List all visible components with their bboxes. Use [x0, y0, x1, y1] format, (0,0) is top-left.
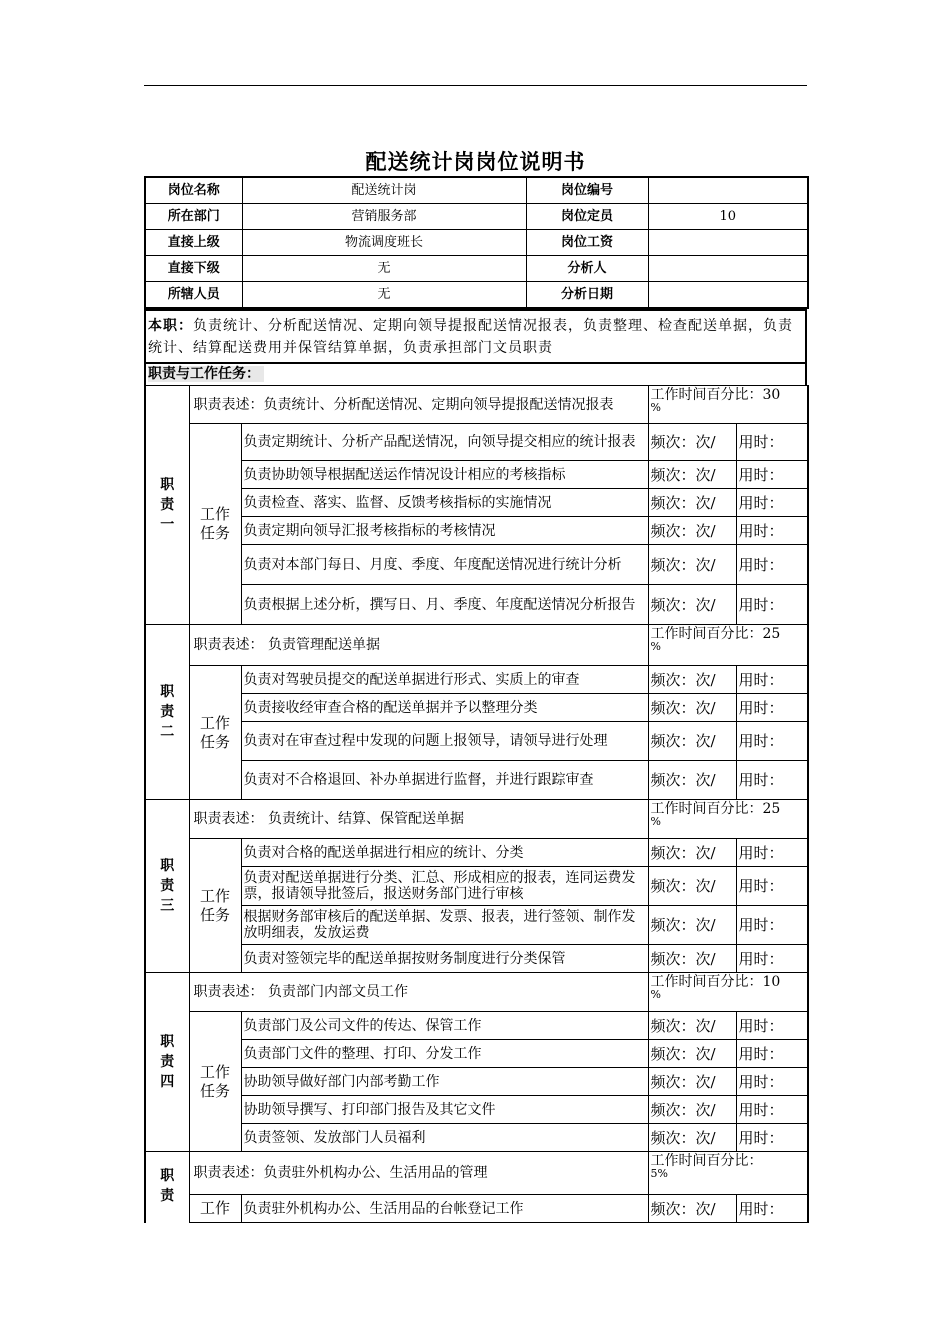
- page-title: 配送统计岗岗位说明书: [365, 150, 586, 174]
- duty-statement: 职责表述： 负责管理配送单据: [189, 625, 648, 666]
- task-row: [145, 1124, 808, 1152]
- percentage-label: 工作时间百分比：25: [650, 626, 781, 642]
- duty-statement-row: [145, 800, 808, 839]
- duty-statement-row: [145, 625, 808, 666]
- info-value: 物流调度班长: [242, 230, 526, 256]
- duty-statement-row: [145, 973, 808, 1012]
- frequency-cell: 频次：次/: [648, 694, 736, 722]
- time-spent-cell: 用时：: [736, 424, 808, 461]
- frequency-cell: 频次：次/: [648, 1012, 736, 1040]
- work-time-percentage: [648, 625, 808, 666]
- time-spent-cell: 用时：: [736, 585, 808, 625]
- percentage-label: 工作时间百分比：25: [650, 801, 781, 817]
- time-spent-cell: 用时：: [736, 867, 808, 906]
- frequency-cell: 频次：次/: [648, 585, 736, 625]
- task-text: 负责签领、发放部门人员福利: [241, 1124, 648, 1152]
- frequency-cell: 频次：次/: [648, 761, 736, 800]
- duty-category-text: 职责三: [160, 858, 175, 914]
- task-row: [145, 1096, 808, 1124]
- time-spent-cell: 用时：: [736, 517, 808, 545]
- task-text: 根据财务部审核后的配送单据、发票、报表，进行签领、制作发放明细表，发放运费: [241, 906, 648, 945]
- task-row: [145, 1195, 808, 1223]
- info-row: [145, 177, 808, 204]
- job-description-form: [144, 176, 807, 1223]
- info-value: [648, 177, 808, 204]
- task-text: 负责部门及公司文件的传达、保管工作: [241, 1012, 648, 1040]
- frequency-cell: 频次：次/: [648, 666, 736, 694]
- info-value: [648, 230, 808, 256]
- time-spent-cell: 用时：: [736, 461, 808, 489]
- percentage-suffix: 5%: [650, 1167, 668, 1180]
- task-label: 工作任务: [189, 666, 241, 800]
- duty-category: [145, 800, 189, 973]
- frequency-cell: 频次：次/: [648, 545, 736, 585]
- task-row: [145, 666, 808, 694]
- task-text: 负责驻外机构办公、生活用品的台帐登记工作: [241, 1195, 648, 1223]
- info-row: [145, 282, 808, 309]
- info-value: 配送统计岗: [242, 177, 526, 204]
- frequency-cell: 频次：次/: [648, 839, 736, 867]
- time-spent-cell: 用时：: [736, 945, 808, 973]
- task-text: 负责根据上述分析，撰写日、月、季度、年度配送情况分析报告: [241, 585, 648, 625]
- percentage-suffix: %: [650, 401, 661, 414]
- duty-category: [145, 1152, 189, 1223]
- percentage-suffix: %: [650, 988, 661, 1001]
- task-row: [145, 839, 808, 867]
- time-spent-cell: 用时：: [736, 1195, 808, 1223]
- percentage-label: 工作时间百分比：30: [650, 387, 781, 403]
- info-label: 所在部门: [145, 204, 242, 230]
- task-text: 负责对本部门每日、月度、季度、年度配送情况进行统计分析: [241, 545, 648, 585]
- time-spent-cell: 用时：: [736, 1012, 808, 1040]
- task-text: 负责对合格的配送单据进行相应的统计、分类: [241, 839, 648, 867]
- task-label: 工作任务: [189, 424, 241, 625]
- info-label: 分析人: [526, 256, 648, 282]
- work-time-percentage: [648, 973, 808, 1012]
- info-label: 直接下级: [145, 256, 242, 282]
- info-value: [648, 282, 808, 309]
- task-text: 负责对签领完毕的配送单据按财务制度进行分类保管: [241, 945, 648, 973]
- time-spent-cell: 用时：: [736, 761, 808, 800]
- frequency-cell: 频次：次/: [648, 945, 736, 973]
- task-label: 工作: [189, 1195, 241, 1223]
- task-row: [145, 1012, 808, 1040]
- info-value: [648, 256, 808, 282]
- work-time-percentage: [648, 1152, 808, 1195]
- frequency-cell: 频次：次/: [648, 424, 736, 461]
- summary-text: 负责统计、分析配送情况、定期向领导提报配送情况报表，负责整理、检查配送单据，负责统计、结算配送费用并保管结算单据，负责承担部门文员职责: [148, 318, 793, 356]
- time-spent-cell: 用时：: [736, 1040, 808, 1068]
- task-text: 负责检查、落实、监督、反馈考核指标的实施情况: [241, 489, 648, 517]
- task-text: 协助领导撰写、打印部门报告及其它文件: [241, 1096, 648, 1124]
- frequency-cell: 频次：次/: [648, 489, 736, 517]
- duty-category: [145, 386, 189, 625]
- task-row: [145, 694, 808, 722]
- info-label: 岗位名称: [145, 177, 242, 204]
- duty-category-text: 职责二: [160, 684, 175, 740]
- task-row: [145, 517, 808, 545]
- frequency-cell: 频次：次/: [648, 722, 736, 761]
- task-text: 负责对不合格退回、补办单据进行监督，并进行跟踪审查: [241, 761, 648, 800]
- duty-statement: 职责表述： 负责部门内部文员工作: [189, 973, 648, 1012]
- task-text: 负责对配送单据进行分类、汇总、形成相应的报表，连同运费发票，报请领导批签后，报送财务部门进行审核: [241, 867, 648, 906]
- task-row: [145, 489, 808, 517]
- time-spent-cell: 用时：: [736, 666, 808, 694]
- info-table: [144, 176, 809, 309]
- task-row: [145, 761, 808, 800]
- frequency-cell: 频次：次/: [648, 517, 736, 545]
- info-value: 10: [648, 204, 808, 230]
- time-spent-cell: 用时：: [736, 1096, 808, 1124]
- role-summary: [144, 309, 807, 362]
- duty-category: [145, 973, 189, 1152]
- info-value: 无: [242, 256, 526, 282]
- time-spent-cell: 用时：: [736, 545, 808, 585]
- percentage-suffix: %: [650, 640, 661, 653]
- info-label: 岗位工资: [526, 230, 648, 256]
- time-spent-cell: 用时：: [736, 694, 808, 722]
- frequency-cell: 频次：次/: [648, 906, 736, 945]
- task-row: [145, 424, 808, 461]
- time-spent-cell: 用时：: [736, 839, 808, 867]
- duty-statement-row: [145, 1152, 808, 1195]
- duty-statement: 职责表述： 负责统计、结算、保管配送单据: [189, 800, 648, 839]
- duties-table: [144, 385, 809, 1223]
- time-spent-cell: 用时：: [736, 1068, 808, 1096]
- task-text: 负责协助领导根据配送运作情况设计相应的考核指标: [241, 461, 648, 489]
- percentage-label: 工作时间百分比：10: [650, 974, 781, 990]
- time-spent-cell: 用时：: [736, 489, 808, 517]
- info-label: 所辖人员: [145, 282, 242, 309]
- info-label: 直接上级: [145, 230, 242, 256]
- task-text: 负责对驾驶员提交的配送单据进行形式、实质上的审查: [241, 666, 648, 694]
- info-value: 营销服务部: [242, 204, 526, 230]
- task-row: [145, 585, 808, 625]
- frequency-cell: 频次：次/: [648, 1096, 736, 1124]
- duty-category: [145, 625, 189, 800]
- work-time-percentage: [648, 800, 808, 839]
- time-spent-cell: 用时：: [736, 722, 808, 761]
- duty-category-text: 职责一: [160, 477, 175, 533]
- duty-statement: 职责表述：负责驻外机构办公、生活用品的管理: [189, 1152, 648, 1195]
- task-row: [145, 545, 808, 585]
- duty-statement-row: [145, 386, 808, 424]
- frequency-cell: 频次：次/: [648, 1124, 736, 1152]
- task-row: [145, 906, 808, 945]
- duty-category-text: 职责四: [160, 1034, 175, 1090]
- task-row: [145, 945, 808, 973]
- task-text: 负责对在审查过程中发现的问题上报领导，请领导进行处理: [241, 722, 648, 761]
- header-rule: [144, 85, 807, 86]
- time-spent-cell: 用时：: [736, 906, 808, 945]
- work-time-percentage: [648, 386, 808, 424]
- frequency-cell: 频次：次/: [648, 867, 736, 906]
- time-spent-cell: 用时：: [736, 1124, 808, 1152]
- frequency-cell: 频次：次/: [648, 1068, 736, 1096]
- info-label: 岗位编号: [526, 177, 648, 204]
- info-row: [145, 204, 808, 230]
- summary-label: 本职：: [148, 318, 193, 334]
- task-row: [145, 1040, 808, 1068]
- info-label: 岗位定员: [526, 204, 648, 230]
- percentage-suffix: %: [650, 815, 661, 828]
- info-row: [145, 256, 808, 282]
- section-title-text: 职责与工作任务：: [148, 366, 264, 382]
- percentage-label: 工作时间百分比：: [650, 1153, 763, 1169]
- task-text: 负责接收经审查合格的配送单据并予以整理分类: [241, 694, 648, 722]
- frequency-cell: 频次：次/: [648, 1195, 736, 1223]
- info-value: 无: [242, 282, 526, 309]
- task-text: 负责部门文件的整理、打印、分发工作: [241, 1040, 648, 1068]
- task-label: 工作任务: [189, 1012, 241, 1152]
- duty-statement: 职责表述：负责统计、分析配送情况、定期向领导提报配送情况报表: [189, 386, 648, 424]
- task-label: 工作任务: [189, 839, 241, 973]
- task-row: [145, 1068, 808, 1096]
- task-row: [145, 722, 808, 761]
- duty-category-text: 职责: [160, 1168, 175, 1204]
- task-text: 负责定期向领导汇报考核指标的考核情况: [241, 517, 648, 545]
- info-label: 分析日期: [526, 282, 648, 309]
- frequency-cell: 频次：次/: [648, 461, 736, 489]
- info-row: [145, 230, 808, 256]
- section-title: [144, 362, 807, 385]
- task-row: [145, 461, 808, 489]
- task-text: 协助领导做好部门内部考勤工作: [241, 1068, 648, 1096]
- task-row: [145, 867, 808, 906]
- frequency-cell: 频次：次/: [648, 1040, 736, 1068]
- task-text: 负责定期统计、分析产品配送情况，向领导提交相应的统计报表: [241, 424, 648, 461]
